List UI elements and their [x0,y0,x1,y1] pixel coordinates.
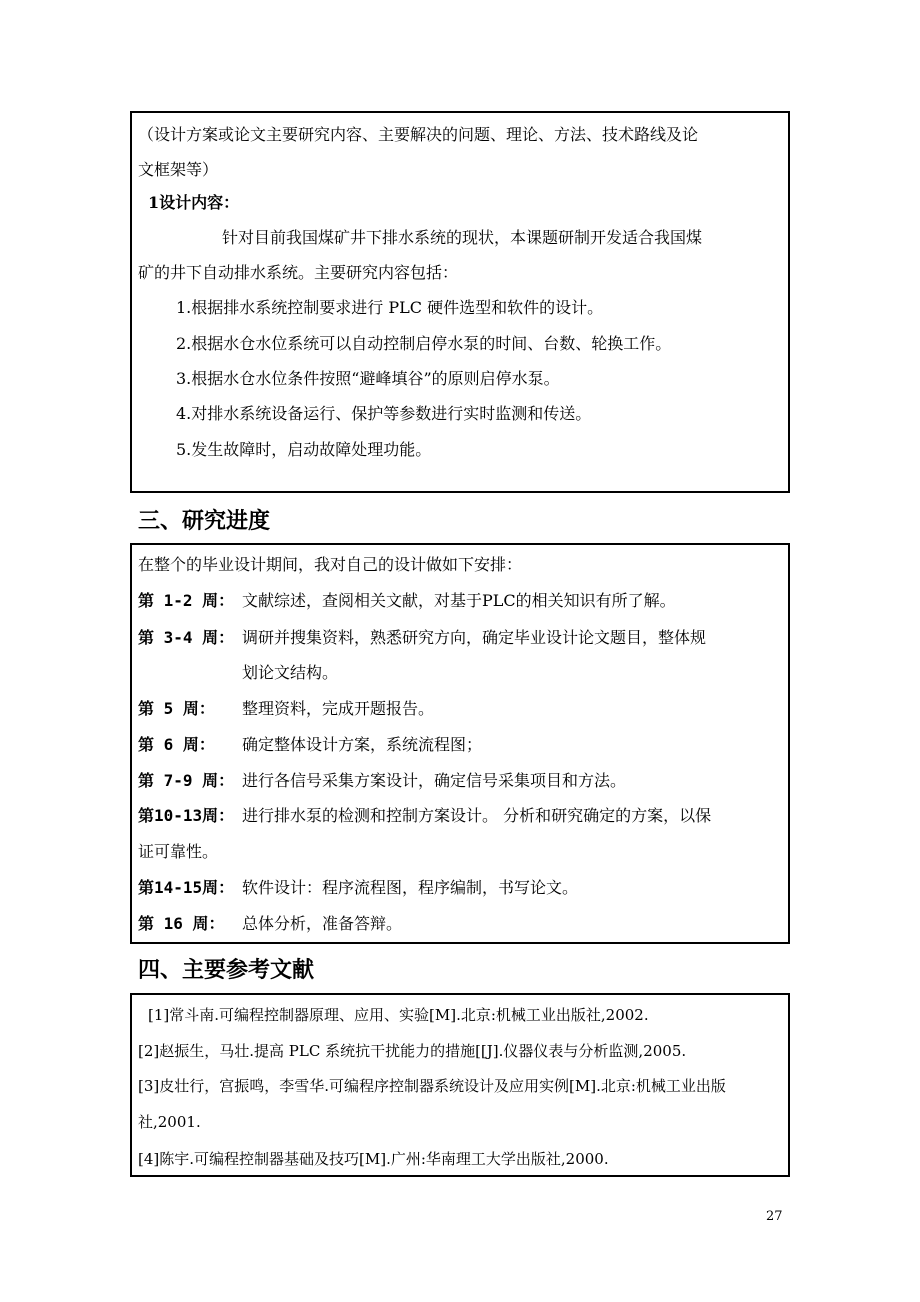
reference-item: [2]赵振生，马壮.提高 PLC 系统抗干扰能力的措施[[J].仪器仪表与分析监测,2005. [138,1042,687,1060]
schedule-week: 第 16 周： [138,914,225,933]
schedule-task: 确定整体设计方案，系统流程图； [242,735,483,754]
schedule-week: 第 5 周： [138,699,215,718]
schedule-task: 整理资料，完成开题报告。 [242,699,435,718]
schedule-task: 进行各信号采集方案设计，确定信号采集项目和方法。 [242,771,627,790]
design-item: 5.发生故障时，启动故障处理功能。 [176,440,432,459]
schedule-week: 第10-13周： [138,806,235,825]
schedule-task: 调研并搜集资料，熟悉研究方向，确定毕业设计论文题目，整体规 [242,628,707,647]
section-4-title: 四、主要参考文献 [138,958,315,983]
schedule-week: 第 3-4 周： [138,628,235,647]
intro-line-2: 文框架等） [138,160,219,179]
design-item: 4.对排水系统设备运行、保护等参数进行实时监测和传送。 [176,404,592,423]
design-item: 2.根据水仓水位系统可以自动控制启停水泵的时间、台数、轮换工作。 [176,334,672,353]
reference-item: [1]常斗南.可编程控制器原理、应用、实验[M].北京:机械工业出版社,2002. [148,1006,649,1024]
page-number: 27 [766,1209,783,1224]
schedule-intro: 在整个的毕业设计期间，我对自己的设计做如下安排： [138,555,523,574]
schedule-task-continued: 证可靠性。 [138,842,219,861]
reference-item: [4]陈宇.可编程控制器基础及技巧[M].广州:华南理工大学出版社,2000. [138,1150,609,1168]
reference-item: [3]皮壮行，宫振鸣，李雪华.可编程序控制器系统设计及应用实例[M].北京:机械工业出版 [138,1077,726,1095]
schedule-week: 第 7-9 周： [138,771,235,790]
schedule-task: 总体分析，准备答辩。 [242,914,403,933]
schedule-week: 第14-15周： [138,878,235,897]
schedule-task: 进行排水泵的检测和控制方案设计。 分析和研究确定的方案，以保 [242,806,712,825]
schedule-task-continued: 划论文结构。 [242,663,339,682]
section-3-title: 三、研究进度 [138,509,271,534]
intro-line-1: （设计方案或论文主要研究内容、主要解决的问题、理论、方法、技术路线及论 [138,125,699,144]
design-item: 1.根据排水系统控制要求进行 PLC 硬件选型和软件的设计。 [176,298,604,317]
design-para-line-1: 针对目前我国煤矿井下排水系统的现状，本课题研制开发适合我国煤 [222,228,703,247]
schedule-week: 第 6 周： [138,735,215,754]
schedule-week: 第 1-2 周： [138,591,235,610]
design-heading: 1设计内容： [148,193,240,212]
design-para-line-2: 矿的井下自动排水系统。主要研究内容包括： [138,263,459,282]
schedule-task: 软件设计：程序流程图，程序编制，书写论文。 [242,878,579,897]
reference-item-continued: 社,2001. [138,1113,201,1131]
design-item: 3.根据水仓水位条件按照“避峰填谷”的原则启停水泵。 [176,369,560,388]
schedule-task: 文献综述，查阅相关文献，对基于PLC的相关知识有所了解。 [242,591,676,610]
